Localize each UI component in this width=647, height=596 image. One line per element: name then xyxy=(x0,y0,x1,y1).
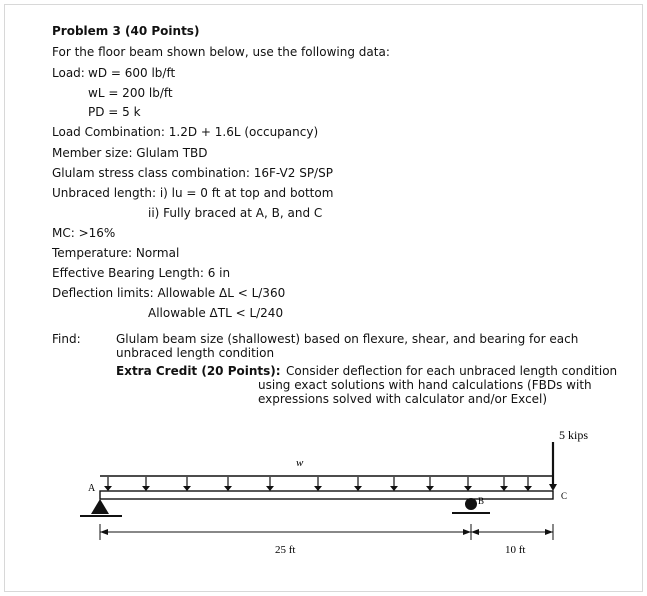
point-dead-load: PD = 5 k xyxy=(88,105,141,119)
span-bc-label: 10 ft xyxy=(505,544,526,556)
stress-class: Glulam stress class combination: 16F-V2 SP/SP xyxy=(52,166,333,180)
intro-text: For the floor beam shown below, use the following data: xyxy=(52,45,390,59)
load-arrow-head-9 xyxy=(464,486,472,491)
dim-arrow-c xyxy=(545,529,553,535)
load-arrow-head-6 xyxy=(354,486,362,491)
find-line-1: Glulam beam size (shallowest) based on flexure, shear, and bearing for each xyxy=(116,332,579,346)
point-c-label: C xyxy=(561,491,568,501)
distributed-load-arrows xyxy=(104,477,532,491)
find-label: Find: xyxy=(52,332,81,346)
beam xyxy=(100,491,553,499)
temperature: Temperature: Normal xyxy=(52,246,180,260)
load-combination: Load Combination: 1.2D + 1.6L (occupancy) xyxy=(52,125,319,139)
load-arrow-head-7 xyxy=(390,486,398,491)
extra-credit-label: Extra Credit (20 Points): xyxy=(116,364,281,378)
deflection-limit-total: Allowable ΔTL < L/240 xyxy=(148,306,284,320)
dead-load: wD = 600 lb/ft xyxy=(88,66,176,80)
dim-arrow-b-left xyxy=(463,529,471,535)
extra-credit-line-2: using exact solutions with hand calculations (FBDs with xyxy=(258,378,592,392)
extra-credit-line-3: expressions solved with calculator and/or Excel) xyxy=(258,392,548,406)
point-load-arrow-head xyxy=(549,484,557,491)
load-arrow-head-2 xyxy=(183,486,191,491)
load-arrow-head-3 xyxy=(224,486,232,491)
load-arrow-head-11 xyxy=(524,486,532,491)
extra-credit-line-1: Consider deflection for each unbraced length condition xyxy=(286,364,618,378)
unbraced-length-2: ii) Fully braced at A, B, and C xyxy=(148,206,323,220)
load-arrow-head-8 xyxy=(426,486,434,491)
support-b-label: B xyxy=(478,496,485,506)
load-arrow-head-1 xyxy=(142,486,150,491)
member-size: Member size: Glulam TBD xyxy=(52,146,208,160)
live-load: wL = 200 lb/ft xyxy=(88,86,173,100)
pin-support-a xyxy=(91,499,109,514)
point-load-label: 5 kips xyxy=(559,428,589,442)
deflection-limit-live: Deflection limits: Allowable ΔL < L/360 xyxy=(52,286,286,300)
roller-support-b xyxy=(465,498,477,510)
load-arrow-head-4 xyxy=(266,486,274,491)
distributed-load-label: w xyxy=(296,457,304,469)
dim-arrow-b-right xyxy=(471,529,479,535)
find-line-2: unbraced length condition xyxy=(116,346,275,360)
unbraced-length-1: Unbraced length: i) lu = 0 ft at top and bottom xyxy=(52,186,334,200)
load-arrow-head-10 xyxy=(500,486,508,491)
bearing-length: Effective Bearing Length: 6 in xyxy=(52,266,231,280)
problem-title: Problem 3 (40 Points) xyxy=(52,24,200,38)
load-arrow-head-0 xyxy=(104,486,112,491)
dim-arrow-a xyxy=(100,529,108,535)
support-a-label: A xyxy=(88,483,96,494)
moisture-content: MC: >16% xyxy=(52,226,116,240)
load-label: Load: xyxy=(52,66,85,80)
load-arrow-head-5 xyxy=(314,486,322,491)
span-ab-label: 25 ft xyxy=(275,544,296,556)
